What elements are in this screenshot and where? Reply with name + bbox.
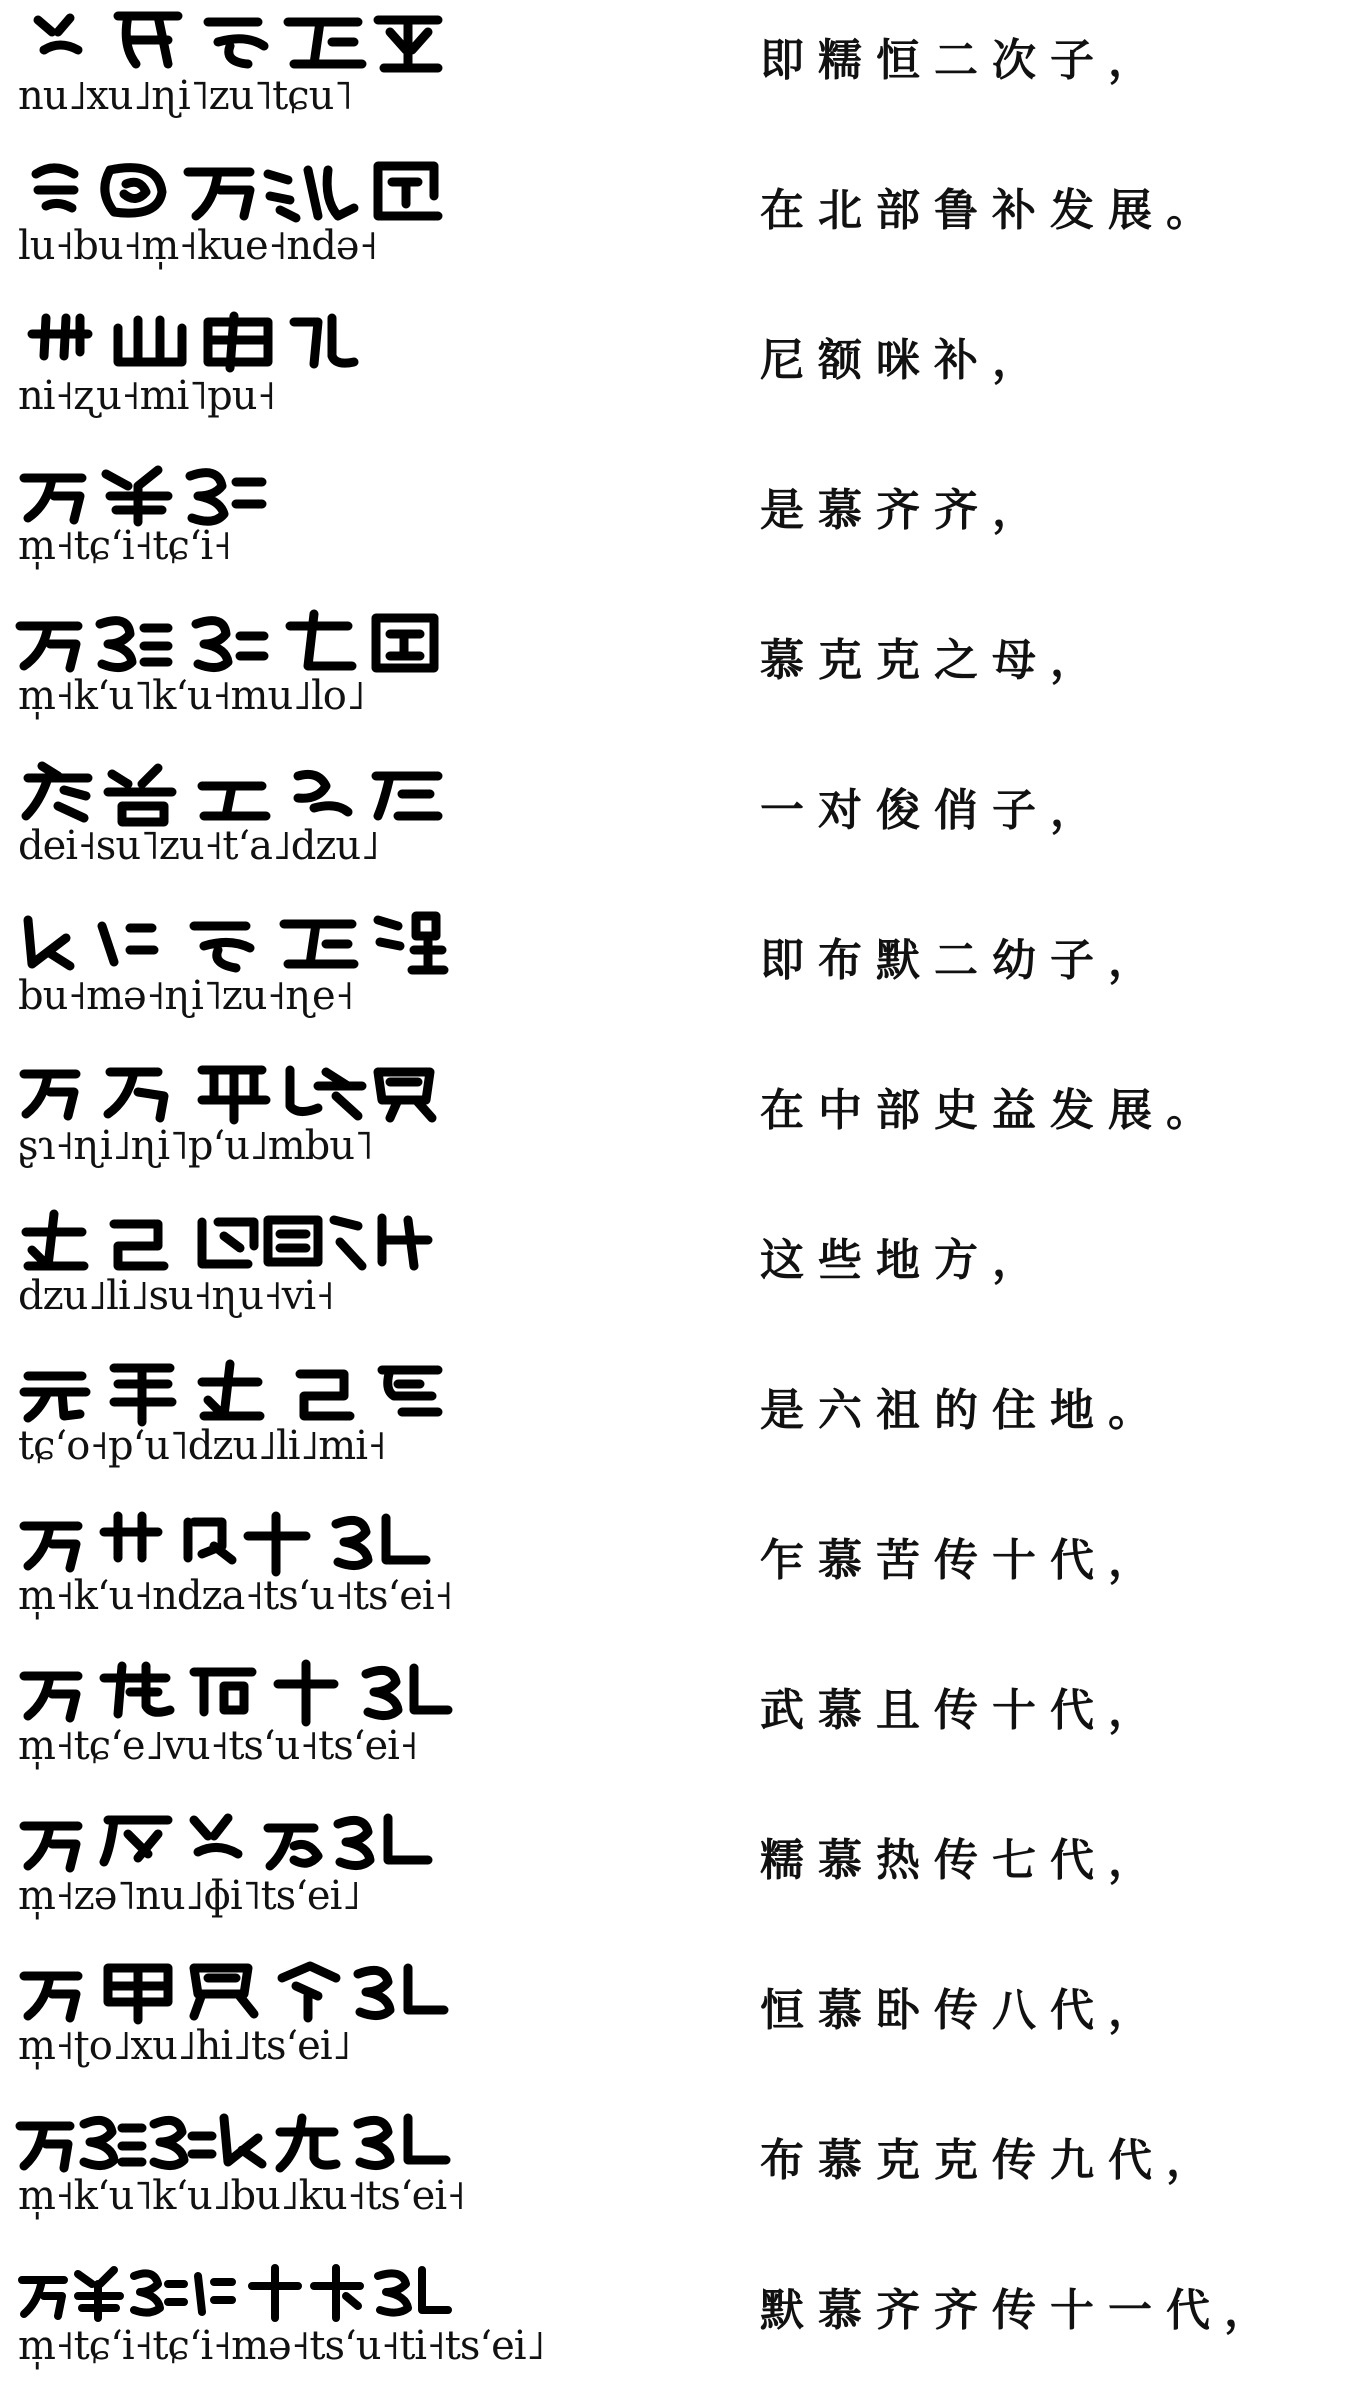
chinese-translation: 是六祖的住地。 [760, 1385, 1166, 1436]
verse-row [0, 150, 1359, 300]
verse-row [0, 0, 1359, 150]
chinese-translation: 默慕齐齐传十一代， [760, 2285, 1282, 2336]
chinese-translation: 糯慕热传七代， [760, 1835, 1166, 1886]
verse-row [0, 1650, 1359, 1800]
verse-row [0, 2100, 1359, 2250]
verse-row [0, 1950, 1359, 2100]
chinese-translation: 布慕克克传九代， [760, 2135, 1224, 2186]
yi-script-cell [18, 1800, 448, 1930]
yi-script-glyphs [18, 2256, 448, 2326]
verse-row [0, 300, 1359, 450]
yi-script-cell [18, 2250, 545, 2380]
chinese-translation: 武慕且传十代， [760, 1685, 1166, 1736]
ipa-transcription: dzu˩li˩su˧ɳu˧vi˧ [18, 1273, 334, 1319]
yi-script-glyphs [18, 1506, 448, 1576]
verse-row [0, 1350, 1359, 1500]
ipa-transcription: dei˧su˥zu˧tʻa˩dzu˩ [18, 823, 379, 869]
yi-script-glyphs [18, 1956, 448, 2026]
ipa-transcription: m̩˧tɕʻi˧tɕʻi˧ [18, 523, 232, 569]
ipa-transcription: m̩˧ʈo˩xu˩hi˩tsʻei˩ [18, 2023, 351, 2069]
yi-script-glyphs [18, 1656, 448, 1726]
ipa-transcription: m̩˧tɕʻi˧tɕʻi˧mə˧tsʻu˧ti˧tsʻei˩ [18, 2323, 545, 2369]
verse-row [0, 1500, 1359, 1650]
yi-script-cell [18, 450, 448, 580]
yi-script-cell [18, 150, 448, 280]
verse-row [0, 2250, 1359, 2400]
chinese-translation: 尼额咪补， [760, 335, 1050, 386]
verse-row [0, 1800, 1359, 1950]
yi-script-cell [18, 900, 448, 1030]
ipa-transcription: ʂɿ˧ɳi˩ɳi˥pʻu˩mbu˥ [18, 1123, 373, 1169]
ipa-transcription: lu˧bu˧m̩˧kue˧ndə˧ [18, 223, 378, 269]
yi-script-glyphs [18, 606, 448, 676]
chinese-translation: 即布默二幼子， [760, 935, 1166, 986]
chinese-translation: 在中部史益发展。 [760, 1085, 1224, 1136]
yi-script-glyphs [18, 1206, 448, 1276]
yi-script-cell [18, 600, 448, 730]
yi-script-cell [18, 1650, 448, 1780]
yi-script-glyphs [18, 756, 448, 826]
yi-script-cell [18, 1350, 448, 1480]
yi-script-cell [18, 1500, 453, 1630]
yi-script-glyphs [18, 306, 448, 376]
ipa-transcription: nu˩xu˩ɳi˥zu˥tɕu˥ [18, 73, 353, 119]
chinese-translation: 恒慕卧传八代， [760, 1985, 1166, 2036]
chinese-translation: 一对俊俏子， [760, 785, 1108, 836]
ipa-transcription: bu˧mə˧ɳi˥zu˧ɳe˧ [18, 973, 354, 1019]
chinese-translation: 是慕齐齐， [760, 485, 1050, 536]
yi-script-glyphs [18, 1056, 448, 1126]
yi-script-glyphs [18, 1806, 448, 1876]
yi-script-cell [18, 1200, 448, 1330]
yi-script-glyphs [18, 1356, 448, 1426]
yi-script-glyphs [18, 2106, 448, 2176]
verse-row [0, 750, 1359, 900]
yi-script-cell [18, 0, 448, 130]
yi-script-glyphs [18, 156, 448, 226]
chinese-translation: 乍慕苦传十代， [760, 1535, 1166, 1586]
verse-row [0, 450, 1359, 600]
yi-script-cell [18, 1050, 448, 1180]
verse-row [0, 1200, 1359, 1350]
yi-script-glyphs [18, 456, 448, 526]
ipa-transcription: m̩˧kʻu˥kʻu˧mu˩lo˩ [18, 673, 365, 719]
chinese-translation: 即糯恒二次子， [760, 35, 1166, 86]
ipa-transcription: tɕʻo˧pʻu˥dzu˩li˩mi˧ [18, 1423, 386, 1469]
chinese-translation: 在北部鲁补发展。 [760, 185, 1224, 236]
verse-row [0, 900, 1359, 1050]
verse-row [0, 1050, 1359, 1200]
yi-script-cell [18, 1950, 448, 2080]
yi-script-cell [18, 750, 448, 880]
verse-row [0, 600, 1359, 750]
chinese-translation: 慕克克之母， [760, 635, 1108, 686]
yi-script-glyphs [18, 906, 448, 976]
ipa-transcription: m̩˧zə˥nu˩ɸi˥tsʻei˩ [18, 1873, 361, 1919]
yi-script-glyphs [18, 6, 448, 76]
yi-script-cell [18, 300, 448, 430]
ipa-transcription: m̩˧kʻu˧ndza˧tsʻu˧tsʻei˧ [18, 1573, 453, 1619]
ipa-transcription: m̩˧kʻu˥kʻu˩bu˩ku˧tsʻei˧ [18, 2173, 465, 2219]
ipa-transcription: m̩˧tɕʻe˩vu˧tsʻu˧tsʻei˧ [18, 1723, 418, 1769]
chinese-translation: 这些地方， [760, 1235, 1050, 1286]
yi-script-cell [18, 2100, 465, 2230]
ipa-transcription: ni˧ʐu˧mi˥pu˧ [18, 373, 276, 419]
